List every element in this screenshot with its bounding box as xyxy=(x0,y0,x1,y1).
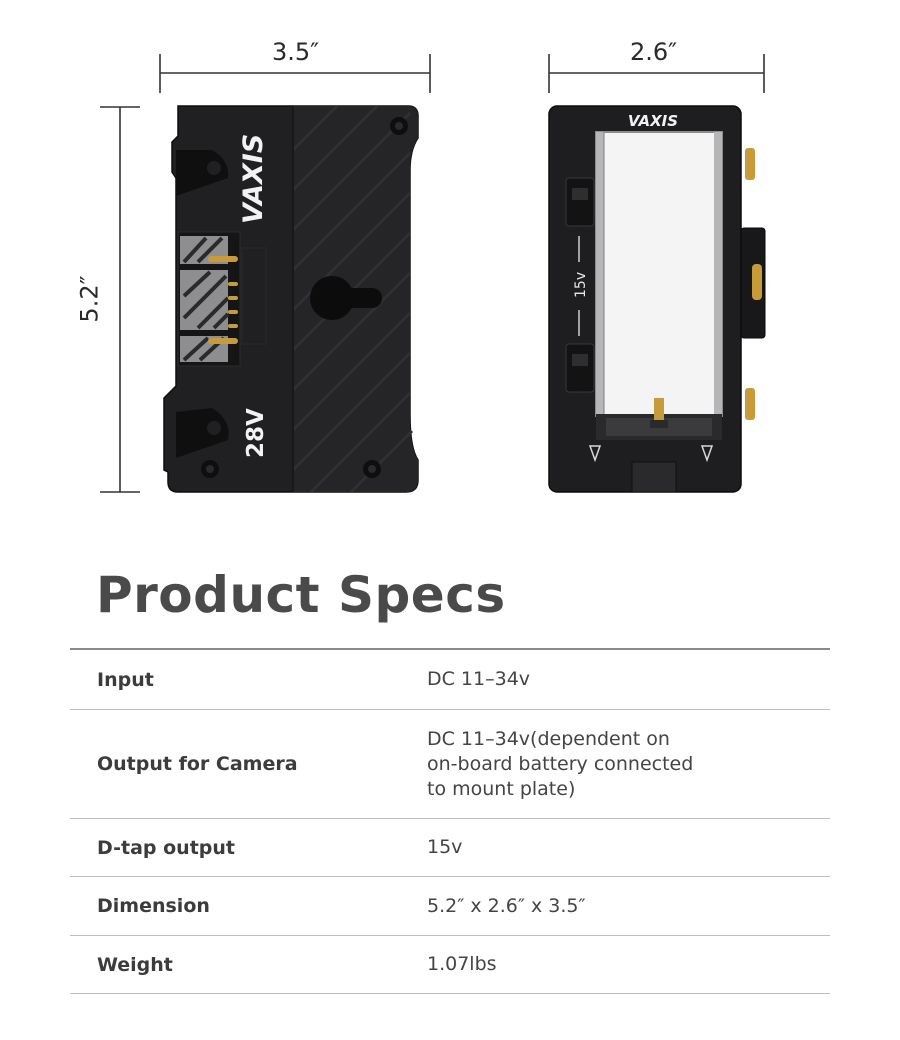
spec-value: 15v xyxy=(427,836,463,858)
dtap-voltage-label: 15v xyxy=(573,271,589,298)
spec-label: Input xyxy=(97,668,154,691)
spec-row-weight xyxy=(70,936,830,994)
spec-row-dtap xyxy=(70,819,830,877)
depth-dimension-label: 2.6″ xyxy=(630,38,678,66)
spec-value: 5.2″ x 2.6″ x 3.5″ xyxy=(427,894,586,917)
spec-label: Output for Camera xyxy=(97,753,298,775)
height-dimension-label: 5.2″ xyxy=(75,275,104,323)
spec-row-output xyxy=(70,710,830,819)
spec-label: D-tap output xyxy=(97,836,236,859)
spec-value: 1.07lbs xyxy=(427,953,497,975)
voltage-label: 28V xyxy=(243,408,269,458)
spec-label: Dimension xyxy=(97,895,210,917)
spec-row-input xyxy=(70,650,830,710)
spec-label: Weight xyxy=(97,953,173,976)
specs-title: Product Specs xyxy=(96,566,506,624)
spec-row-dimension xyxy=(70,877,830,936)
front-plate xyxy=(164,106,418,492)
width-dimension-label: 3.5″ xyxy=(272,38,320,66)
specs-table xyxy=(70,648,830,994)
front-brand-logo: VAXIS xyxy=(238,133,269,224)
spec-value: DC 11–34v(dependent on on-board battery connected to mount plate) xyxy=(427,727,694,800)
side-view xyxy=(549,106,765,492)
side-brand-logo: VAXIS xyxy=(627,112,679,130)
spec-value: DC 11–34v xyxy=(427,668,531,690)
